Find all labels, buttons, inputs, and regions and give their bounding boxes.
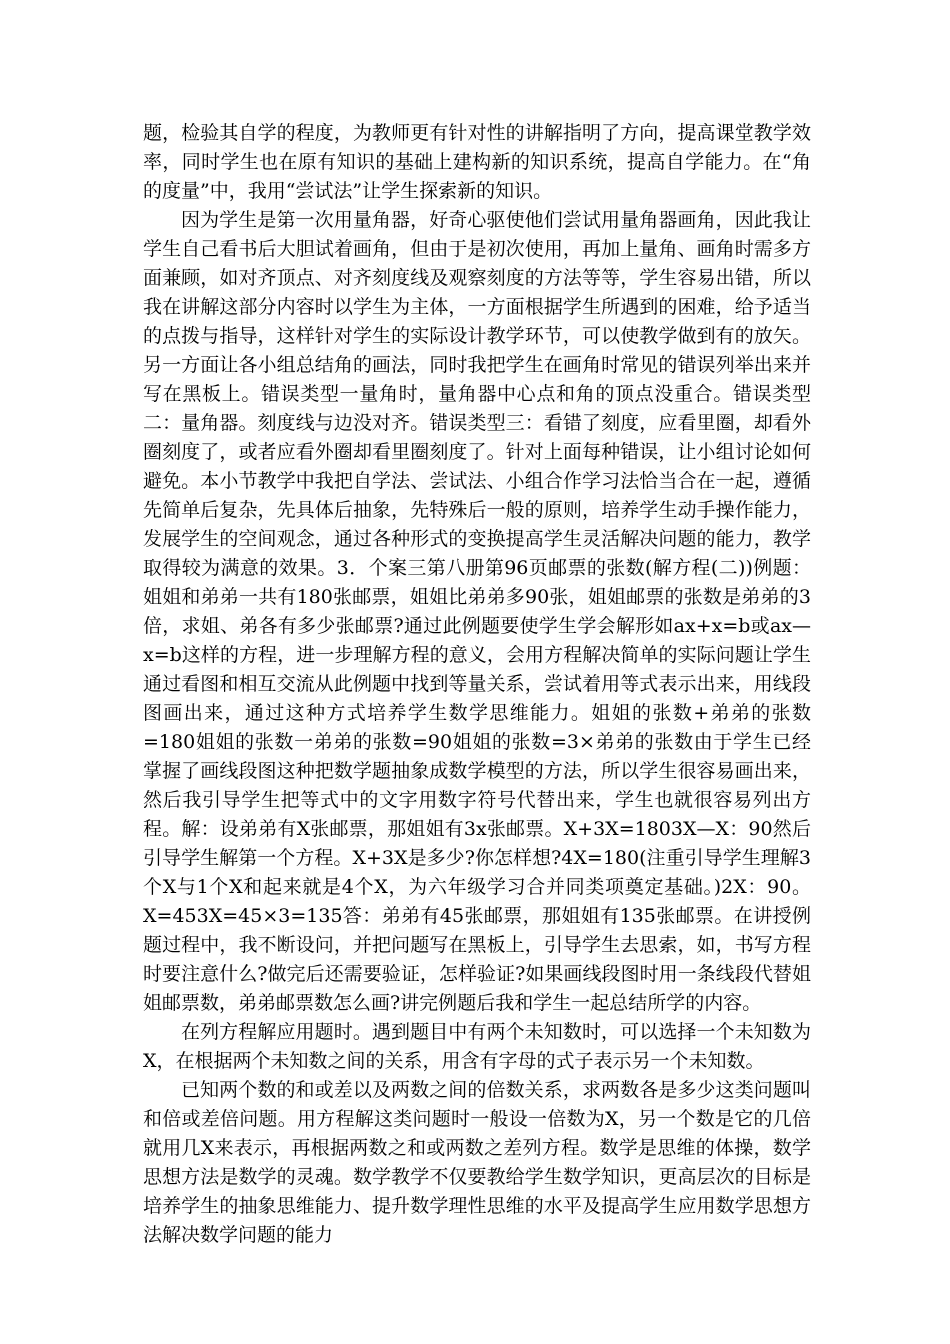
paragraph-4: 已知两个数的和或差以及两数之间的倍数关系，求两数各是多少这类问题叫和倍或差倍问题。用方程解这类问题时一般设一倍数为X，另一个数是它的几倍就用几X来表示，再根据两数之和或两数之差列方程。数学是思维的体操，数学思想方法是数学的灵魂。数学教学不仅要教给学生数学知识，更高层次的目标是培养学生的抽象思维能力、提升数学理性思维的水平及提高学生应用数学思想方法解决数学问题的能力	[143, 1079, 811, 1246]
paragraph-3: 在列方程解应用题时。遇到题目中有两个未知数时，可以选择一个未知数为X，在根据两个未知数之间的关系，用含有字母的式子表示另一个未知数。	[143, 1021, 811, 1072]
paragraph-2: 因为学生是第一次用量角器，好奇心驱使他们尝试用量角器画角，因此我让学生自己看书后大胆试着画角，但由于是初次使用，再加上量角、画角时需多方面兼顾，如对齐顶点、对齐刻度线及观察刻度的方法等等，学生容易出错，所以我在讲解这部分内容时以学生为主体，一方面根据学生所遇到的困难，给予适当的点拨与指导，这样针对学生的实际设计教学环节，可以使教学做到有的放矢。另一方面让各小组总结角的画法，同时我把学生在画角时常见的错误列举出来并写在黑板上。错误类型一量角时，量角器中心点和角的顶点没重合。错误类型二：量角器。刻度线与边没对齐。错误类型三：看错了刻度，应看里圈，却看外圈刻度了，或者应看外圈却看里圈刻度了。针对上面每种错误，让小组讨论如何避免。本小节教学中我把自学法、尝试法、小组合作学习法恰当合在一起，遵循先简单后复杂，先具体后抽象，先特殊后一般的原则，培养学生动手操作能力，发展学生的空间观念，通过各种形式的变换提高学生灵活解决问题的能力，教学取得较为满意的效果。3．个案三第八册第96页邮票的张数(解方程(二))例题：姐姐和弟弟一共有180张邮票，姐姐比弟弟多90张，姐姐邮票的张数是弟弟的3倍，求姐、弟各有多少张邮票?通过此例题要使学生学会解形如ax+x=b或ax—x=b这样的方程，进一步理解方程的意义，会用方程解决简单的实际问题让学生通过看图和相互交流从此例题中找到等量关系，尝试着用等式表示出来，用线段图画出来，通过这种方式培养学生数学思维能力。姐姐的张数+弟弟的张数=180姐姐的张数一弟弟的张数=90姐姐的张数=3×弟弟的张数由于学生已经掌握了画线段图这种把数学题抽象成数学模型的方法，所以学生很容易画出来，然后我引导学生把等式中的文字用数字符号代替出来，学生也就很容易列出方程。解：设弟弟有X张邮票，那姐姐有3x张邮票。X+3X=1803X—X：90然后引导学生解第一个方程。X+3X是多少?你怎样想?4X=180(注重引导学生理解3个X与1个X和起来就是4个X，为六年级学习合并同类项奠定基础。)2X：90。X=453X=45×3=135答：弟弟有45张邮票，那姐姐有135张邮票。在讲授例题过程中，我不断设问，并把问题写在黑板上，引导学生去思索，如，书写方程时要注意什么?做完后还需要验证，怎样验证?如果画线段图时用一条线段代替姐姐邮票数，弟弟邮票数怎么画?讲完例题后我和学生一起总结所学的内容。	[143, 209, 811, 1014]
paragraph-1: 题，检验其自学的程度，为教师更有针对性的讲解指明了方向，提高课堂教学效率，同时学生也在原有知识的基础上建构新的知识系统，提高自学能力。在“角的度量”中，我用“尝试法”让学生探索新的知识。	[143, 122, 811, 202]
document-page	[143, 119, 811, 1250]
